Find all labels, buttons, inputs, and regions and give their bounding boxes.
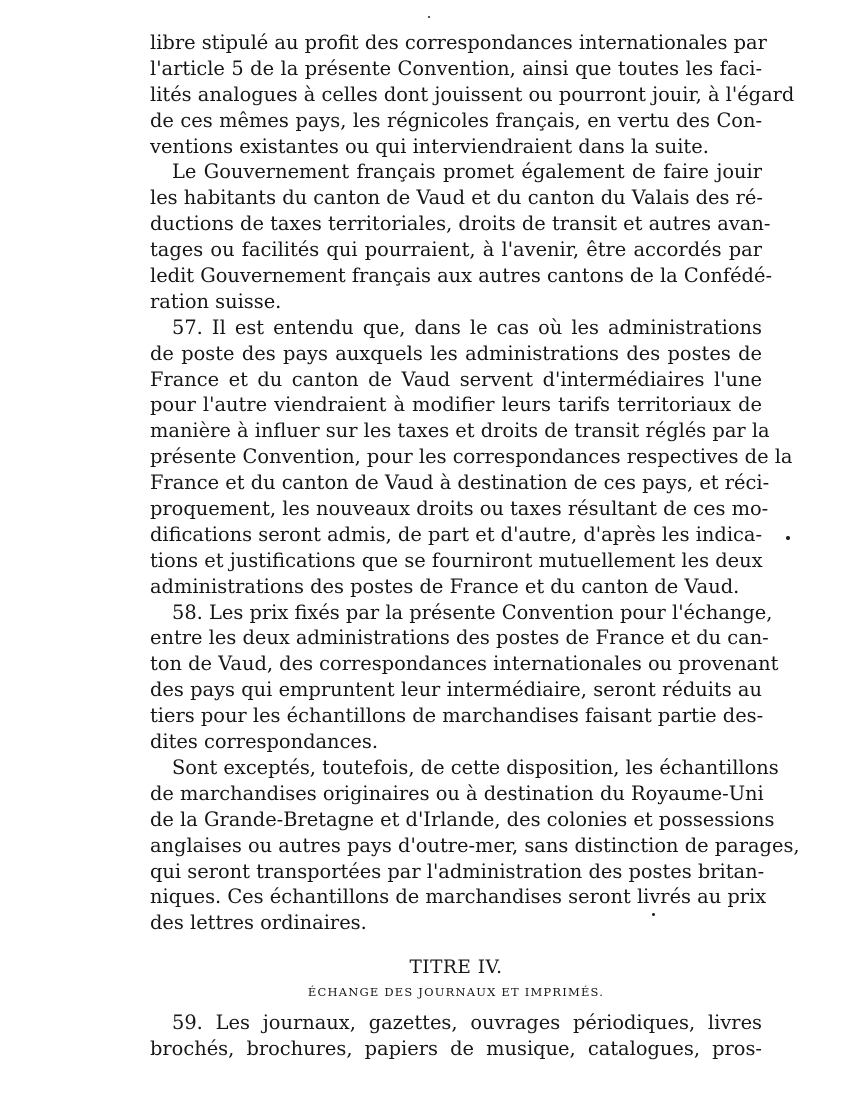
ink-speck bbox=[652, 913, 655, 916]
text-line: ventions existantes ou qui interviendraient dans la suite. bbox=[150, 134, 709, 158]
section-subtitle: ÉCHANGE DES JOURNAUX ET IMPRIMÉS. bbox=[307, 985, 605, 1000]
text-line: des pays qui empruntent leur intermédiaire, seront réduits au bbox=[150, 678, 762, 702]
paragraph-article-59 bbox=[150, 1010, 762, 1062]
text-line: 59. Les journaux, gazettes, ouvrages périodiques, livres bbox=[172, 1011, 762, 1035]
text-line: France et du canton de Vaud servent d'intermédiaires l'une bbox=[150, 367, 762, 391]
text-line: tiers pour les échantillons de marchandises faisant partie des- bbox=[150, 704, 764, 728]
document-page bbox=[150, 30, 800, 1062]
text-line: présente Convention, pour les correspondances respectives de la bbox=[150, 445, 793, 469]
text-line: Sont exceptés, toutefois, de cette disposition, les échantillons bbox=[172, 755, 779, 779]
text-line: de poste des pays auxquels les administrations des postes de bbox=[150, 341, 762, 365]
ink-speck bbox=[428, 16, 430, 18]
text-line: des lettres ordinaires. bbox=[150, 911, 367, 935]
text-line: anglaises ou autres pays d'outre-mer, sans distinction de parages, bbox=[150, 833, 800, 857]
text-line: qui seront transportées par l'administration des postes britan- bbox=[150, 859, 765, 883]
text-line: proquement, les nouveaux droits ou taxes résultant de ces mo- bbox=[150, 497, 769, 521]
text-line: l'article 5 de la présente Convention, ainsi que toutes les faci- bbox=[150, 56, 762, 80]
paragraph-article-57 bbox=[150, 315, 793, 600]
text-line: dites correspondances. bbox=[150, 730, 378, 754]
text-line: 57. Il est entendu que, dans le cas où les administrations bbox=[172, 315, 762, 339]
text-line: de la Grande-Bretagne et d'Irlande, des colonies et possessions bbox=[150, 807, 775, 831]
text-line: lités analogues à celles dont jouissent ou pourront jouir, à l'égard bbox=[150, 82, 795, 106]
text-line: niques. Ces échantillons de marchandises seront livrés au prix bbox=[150, 885, 767, 909]
text-line: de ces mêmes pays, les régnicoles français, en vertu des Con- bbox=[150, 108, 762, 132]
text-line: entre les deux administrations des postes de France et du can- bbox=[150, 626, 769, 650]
text-line: brochés, brochures, papiers de musique, catalogues, pros- bbox=[150, 1037, 762, 1061]
text-line: tages ou facilités qui pourraient, à l'avenir, être accordés par bbox=[150, 238, 762, 262]
text-line: difications seront admis, de part et d'autre, d'après les indica- bbox=[150, 522, 762, 546]
text-line: ledit Gouvernement français aux autres cantons de la Confédé- bbox=[150, 264, 772, 288]
text-line: tions et justifications que se fourniront mutuellement les deux bbox=[150, 548, 763, 572]
text-line: ration suisse. bbox=[150, 289, 282, 313]
text-line: pour l'autre viendraient à modifier leurs tarifs territoriaux de bbox=[150, 393, 762, 417]
paragraph-exceptions bbox=[150, 755, 800, 936]
ink-speck bbox=[786, 536, 790, 540]
text-line: de marchandises originaires ou à destination du Royaume-Uni bbox=[150, 781, 764, 805]
paragraph-article-58 bbox=[150, 600, 779, 755]
section-title: TITRE IV. bbox=[409, 957, 503, 979]
paragraph-gouvernement bbox=[150, 159, 772, 314]
text-line: France et du canton de Vaud à destination de ces pays, et réci- bbox=[150, 471, 770, 495]
text-line: administrations des postes de France et du canton de Vaud. bbox=[150, 574, 740, 598]
text-line: ductions de taxes territoriales, droits de transit et autres avan- bbox=[150, 212, 771, 236]
paragraph-continuation bbox=[150, 30, 795, 159]
text-line: ton de Vaud, des correspondances internationales ou provenant bbox=[150, 652, 779, 676]
text-line: Le Gouvernement français promet également de faire jouir bbox=[172, 160, 762, 184]
text-line: les habitants du canton de Vaud et du canton du Valais des ré- bbox=[150, 186, 763, 210]
text-line: manière à influer sur les taxes et droits de transit réglés par la bbox=[150, 419, 770, 443]
text-line: libre stipulé au profit des correspondances internationales par bbox=[150, 31, 767, 54]
text-line: 58. Les prix fixés par la présente Convention pour l'échange, bbox=[172, 600, 773, 624]
